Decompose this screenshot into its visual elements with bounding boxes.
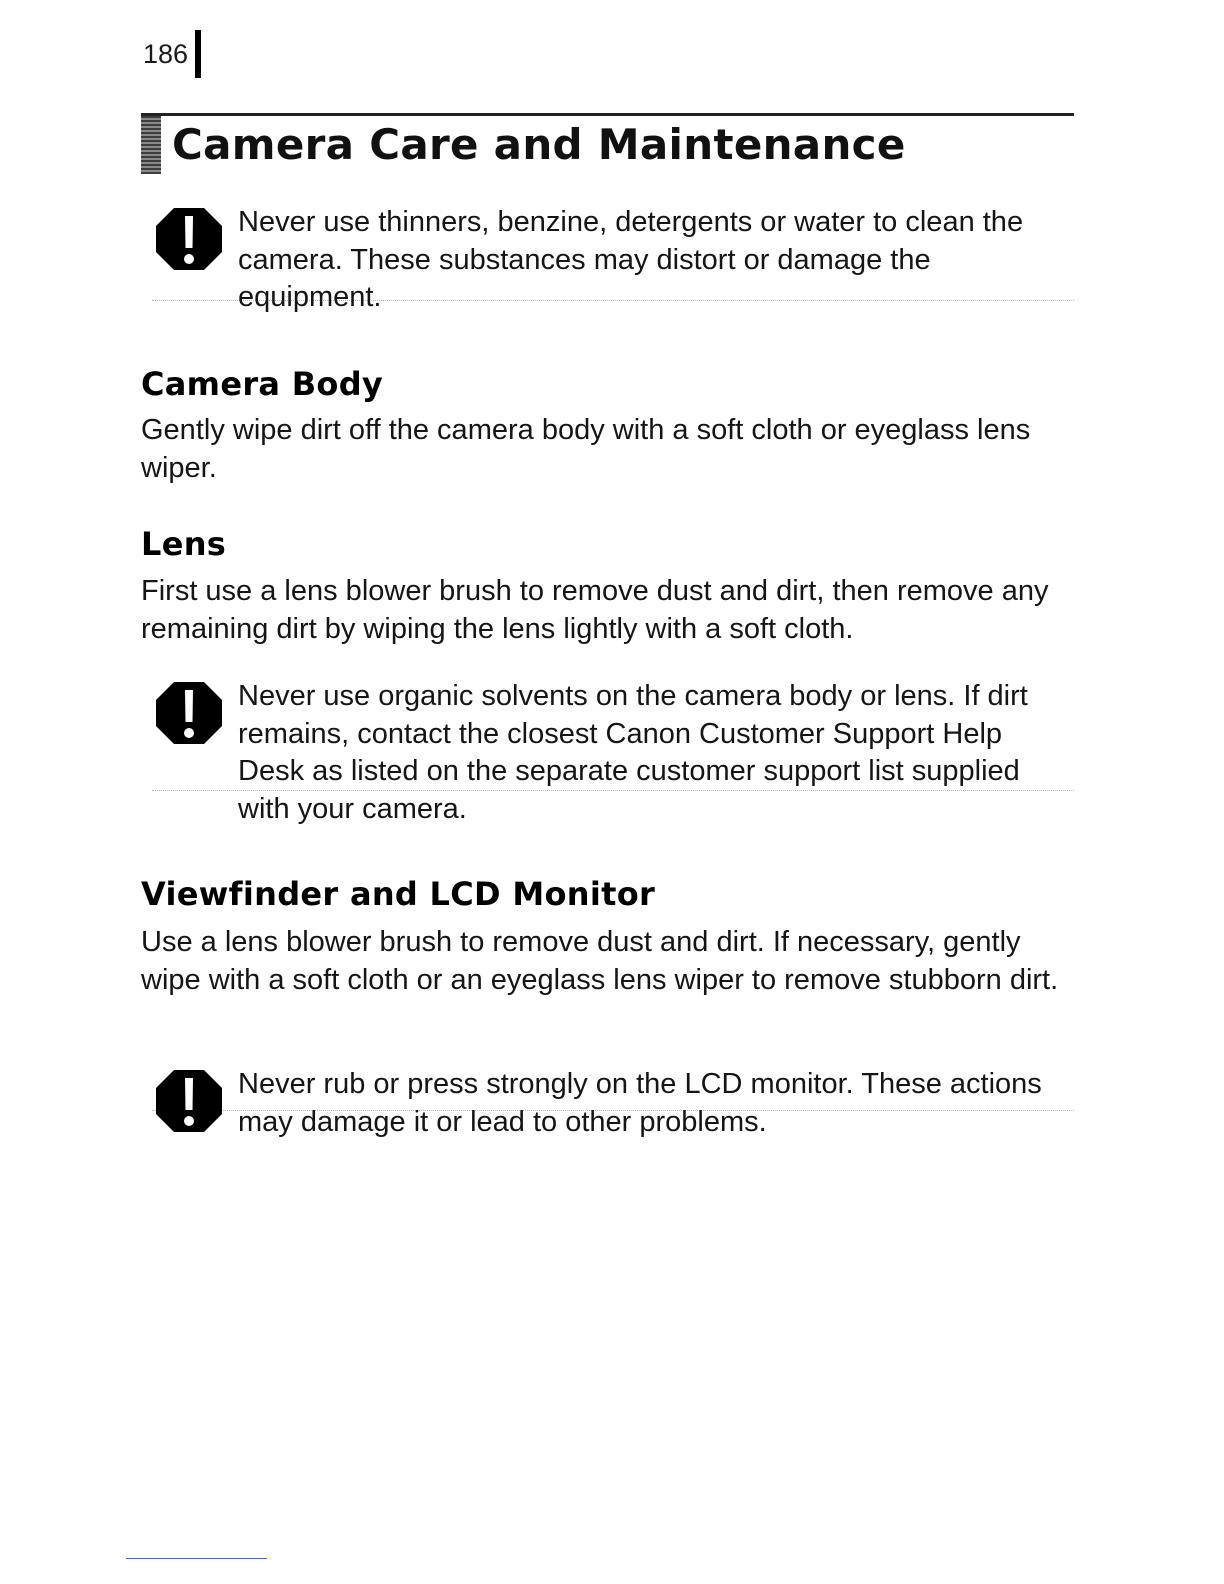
- caution-icon: [154, 206, 224, 272]
- note-text: Never use organic solvents on the camera body or lens. If dirt remains, contact the closest Canon Customer Support Help Desk as listed on the separate customer support list supplied with your camera.: [238, 680, 1028, 825]
- section-heading-lens: Lens: [141, 525, 227, 563]
- caution-note: [152, 1066, 1074, 1146]
- footer-rule: [126, 1558, 267, 1559]
- note-text: Never rub or press strongly on the LCD monitor. These actions may damage it or lead to other problems.: [238, 1068, 1042, 1138]
- section-body-camera-body: Gently wipe dirt off the camera body with a soft cloth or eyeglass lens wiper.: [141, 414, 1031, 484]
- section-heading-viewfinder-lcd: Viewfinder and LCD Monitor: [141, 875, 656, 913]
- section-body-viewfinder-lcd: Use a lens blower brush to remove dust and dirt. If necessary, gently wipe with a soft cloth or an eyeglass lens wiper to remove stubborn dirt.: [141, 926, 1059, 996]
- note-text: Never use thinners, benzine, detergents or water to clean the camera. These substances may distort or damage the equipment.: [238, 206, 1024, 314]
- caution-icon: [154, 680, 224, 746]
- page-number: 186: [143, 39, 189, 69]
- caution-note: [152, 204, 1074, 314]
- page-number-rule: [195, 30, 201, 78]
- title-rule: [141, 113, 1074, 116]
- section-body-lens: First use a lens blower brush to remove dust and dirt, then remove any remaining dirt by wiping the lens lightly with a soft cloth.: [141, 575, 1049, 645]
- section-heading-camera-body: Camera Body: [141, 365, 384, 403]
- page-title: Camera Care and Maintenance: [172, 120, 906, 169]
- caution-note: [152, 678, 1074, 828]
- caution-icon: [154, 1068, 224, 1134]
- title-marker: [141, 116, 161, 174]
